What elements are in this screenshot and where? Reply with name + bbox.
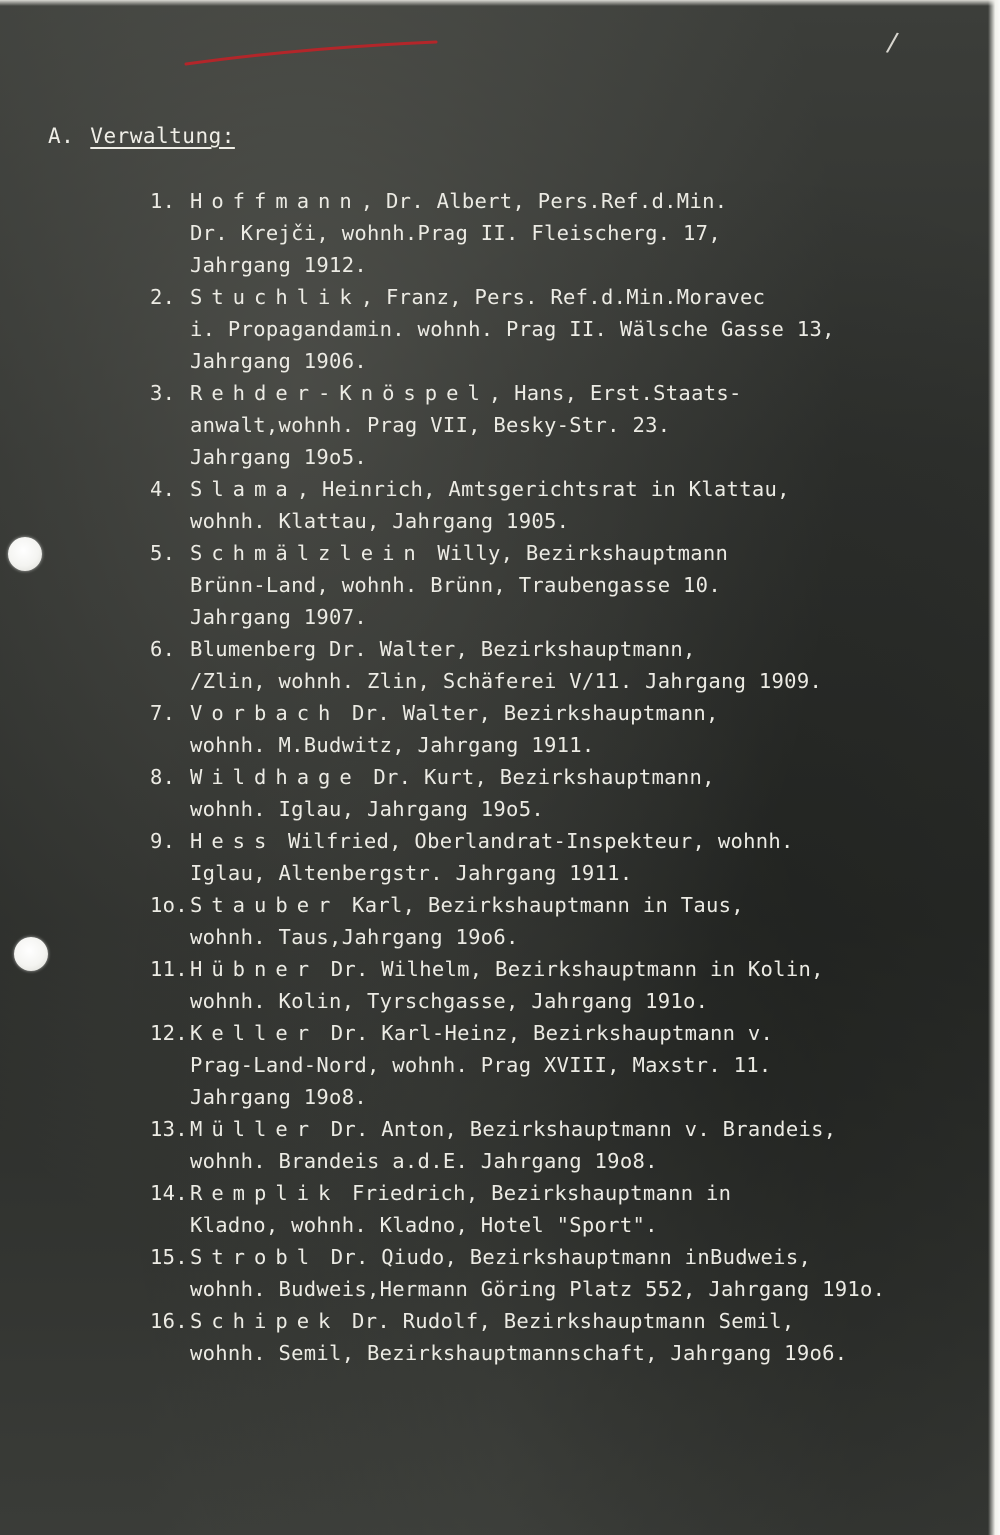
- list-item: [150, 825, 930, 889]
- list-item: [150, 1017, 930, 1113]
- entry-line: [190, 569, 930, 601]
- entry-surname: Keller: [190, 1021, 319, 1045]
- list-item: [150, 889, 930, 953]
- list-item: [150, 1177, 930, 1241]
- entry-text: Karl, Bezirkshauptmann in Taus,: [339, 893, 744, 917]
- list-item: [150, 697, 930, 761]
- entry-text: Iglau, Altenbergstr. Jahrgang 1911.: [190, 861, 633, 885]
- entry-number: 11.: [150, 957, 188, 981]
- entry-text: Wilfried, Oberlandrat-Inspekteur, wohnh.: [275, 829, 794, 853]
- entry-text: Jahrgang 1912.: [190, 253, 367, 277]
- entry-line: [190, 665, 930, 697]
- entry-line: [190, 601, 930, 633]
- list-item: [150, 1113, 930, 1177]
- entry-text: Blumenberg Dr. Walter, Bezirkshauptmann,: [190, 637, 696, 661]
- punch-hole-icon: [8, 537, 42, 571]
- entry-line: [190, 377, 930, 409]
- entry-text: Dr. Anton, Bezirkshauptmann v. Brandeis,: [318, 1117, 837, 1141]
- entry-surname: Müller: [190, 1117, 319, 1141]
- entry-line: [190, 889, 930, 921]
- list-item: [150, 1241, 930, 1305]
- entry-text: i. Propagandamin. wohnh. Prag II. Wälsche Gasse 13,: [190, 317, 835, 341]
- entry-surname: Hübner: [190, 957, 319, 981]
- list-item: [150, 473, 930, 537]
- entry-text: wohnh. Iglau, Jahrgang 19o5.: [190, 797, 544, 821]
- entry-text: wohnh. M.Budwitz, Jahrgang 1911.: [190, 733, 595, 757]
- entry-line: [190, 857, 930, 889]
- entry-line: [190, 1241, 930, 1273]
- entry-line: [190, 473, 930, 505]
- entry-number: 1.: [150, 189, 176, 213]
- entry-surname: Schmälzlein: [190, 541, 425, 565]
- entry-line: [190, 313, 930, 345]
- entry-line: [190, 409, 930, 441]
- entry-text: Jahrgang 19o8.: [190, 1085, 367, 1109]
- entry-number: 12.: [150, 1021, 188, 1045]
- entry-text: , Franz, Pers. Ref.d.Min.Moravec: [360, 285, 766, 309]
- entry-line: [190, 1145, 930, 1177]
- entry-surname: Slama: [190, 477, 297, 501]
- entry-list: [150, 185, 930, 1369]
- entry-line: [190, 825, 930, 857]
- red-pencil-mark: [0, 0, 1000, 120]
- entry-surname: Hess: [190, 829, 276, 853]
- entry-line: [190, 537, 930, 569]
- list-item: [150, 1305, 930, 1369]
- entry-line: [190, 761, 930, 793]
- entry-surname: Schipek: [190, 1309, 340, 1333]
- entry-text: Willy, Bezirkshauptmann: [424, 541, 729, 565]
- entry-number: 16.: [150, 1309, 188, 1333]
- entry-surname: Rehder-Knöspel: [190, 381, 489, 405]
- entry-text: Jahrgang 19o5.: [190, 445, 367, 469]
- entry-number: 13.: [150, 1117, 188, 1141]
- entry-number: 5.: [150, 541, 176, 565]
- entry-line: [190, 697, 930, 729]
- entry-text: Friedrich, Bezirkshauptmann in: [339, 1181, 732, 1205]
- entry-line: [190, 345, 930, 377]
- list-item: [150, 633, 930, 697]
- entry-line: [190, 985, 930, 1017]
- entry-surname: Remplik: [190, 1181, 340, 1205]
- entry-line: [190, 1113, 930, 1145]
- entry-text: wohnh. Budweis,Hermann Göring Platz 552, Jahrgang 191o.: [190, 1277, 886, 1301]
- entry-number: 6.: [150, 637, 176, 661]
- entry-line: [190, 1337, 930, 1369]
- paper-right-edge: [988, 0, 1000, 1535]
- entry-number: 4.: [150, 477, 176, 501]
- list-item: [150, 761, 930, 825]
- entry-surname: Hoffmann: [190, 189, 361, 213]
- entry-line: [190, 1049, 930, 1081]
- entry-surname: Wildhage: [190, 765, 361, 789]
- entry-text: Dr. Rudolf, Bezirkshauptmann Semil,: [339, 1309, 795, 1333]
- entry-number: 8.: [150, 765, 176, 789]
- entry-number: 9.: [150, 829, 176, 853]
- entry-text: Dr. Karl-Heinz, Bezirkshauptmann v.: [318, 1021, 774, 1045]
- entry-text: Prag-Land-Nord, wohnh. Prag XVIII, Maxstr. 11.: [190, 1053, 772, 1077]
- entry-line: [190, 185, 930, 217]
- entry-text: wohnh. Semil, Bezirkshauptmannschaft, Jahrgang 19o6.: [190, 1341, 848, 1365]
- section-title: Verwaltung:: [90, 124, 235, 148]
- entry-line: [190, 1081, 930, 1113]
- entry-text: Kladno, wohnh. Kladno, Hotel "Sport".: [190, 1213, 658, 1237]
- entry-text: anwalt,wohnh. Prag VII, Besky-Str. 23.: [190, 413, 671, 437]
- entry-surname: Vorbach: [190, 701, 340, 725]
- entry-line: [190, 1273, 930, 1305]
- entry-text: wohnh. Klattau, Jahrgang 1905.: [190, 509, 570, 533]
- entry-line: [190, 505, 930, 537]
- entry-text: /Zlin, wohnh. Zlin, Schäferei V/11. Jahrgang 1909.: [190, 669, 823, 693]
- entry-text: wohnh. Kolin, Tyrschgasse, Jahrgang 191o.: [190, 989, 709, 1013]
- entry-surname: Strobl: [190, 1245, 319, 1269]
- entry-surname: Stuchlik: [190, 285, 361, 309]
- entry-line: [190, 1209, 930, 1241]
- entry-line: [190, 217, 930, 249]
- entry-line: [190, 633, 930, 665]
- entry-text: Brünn-Land, wohnh. Brünn, Traubengasse 10.: [190, 573, 721, 597]
- section-heading: [48, 124, 235, 148]
- entry-text: wohnh. Taus,Jahrgang 19o6.: [190, 925, 519, 949]
- list-item: [150, 185, 930, 281]
- entry-number: 2.: [150, 285, 176, 309]
- entry-number: 14.: [150, 1181, 188, 1205]
- list-item: [150, 281, 930, 377]
- entry-line: [190, 953, 930, 985]
- entry-line: [190, 921, 930, 953]
- entry-number: 15.: [150, 1245, 188, 1269]
- list-item: [150, 537, 930, 633]
- entry-text: Dr. Wilhelm, Bezirkshauptmann in Kolin,: [318, 957, 824, 981]
- corner-pencil-mark: /: [884, 27, 900, 59]
- entry-text: Dr. Krejči, wohnh.Prag II. Fleischerg. 17,: [190, 221, 721, 245]
- entry-line: [190, 1305, 930, 1337]
- entry-number: 7.: [150, 701, 176, 725]
- entry-text: Dr. Qiudo, Bezirkshauptmann inBudweis,: [318, 1245, 812, 1269]
- entry-surname: Stauber: [190, 893, 340, 917]
- entry-number: 3.: [150, 381, 176, 405]
- entry-text: wohnh. Brandeis a.d.E. Jahrgang 19o8.: [190, 1149, 658, 1173]
- list-item: [150, 953, 930, 1017]
- entry-text: Dr. Kurt, Bezirkshauptmann,: [360, 765, 715, 789]
- entry-line: [190, 281, 930, 313]
- punch-hole-icon: [14, 937, 48, 971]
- entry-text: , Hans, Erst.Staats-: [488, 381, 742, 405]
- entry-line: [190, 1017, 930, 1049]
- entry-line: [190, 793, 930, 825]
- entry-line: [190, 729, 930, 761]
- entry-text: Jahrgang 1907.: [190, 605, 367, 629]
- entry-text: , Heinrich, Amtsgerichtsrat in Klattau,: [296, 477, 790, 501]
- entry-line: [190, 441, 930, 473]
- entry-text: , Dr. Albert, Pers.Ref.d.Min.: [360, 189, 728, 213]
- section-letter: A.: [48, 124, 75, 148]
- entry-text: Jahrgang 1906.: [190, 349, 367, 373]
- entry-number: 1o.: [150, 893, 188, 917]
- entry-line: [190, 249, 930, 281]
- entry-text: Dr. Walter, Bezirkshauptmann,: [339, 701, 719, 725]
- entry-line: [190, 1177, 930, 1209]
- list-item: [150, 377, 930, 473]
